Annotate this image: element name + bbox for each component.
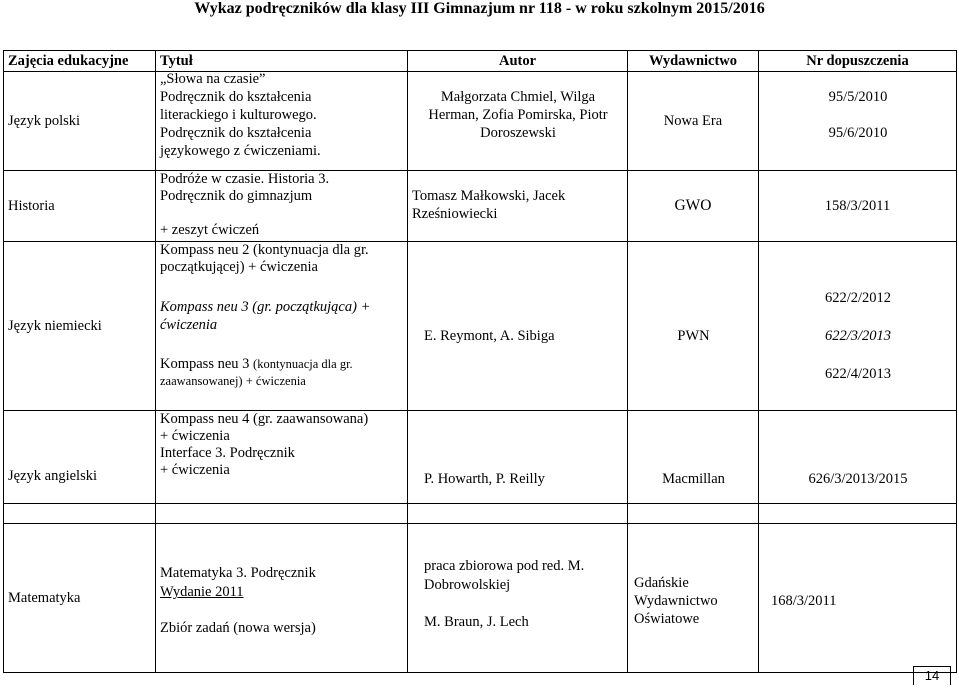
title-line: Zbiór zadań (nowa wersja) [160,620,316,636]
author-line: P. Howarth, P. Reilly [424,471,545,487]
publisher-line: Oświatowe [634,611,700,627]
publisher-cell: GWO [628,171,759,242]
subject-cell: Język niemiecki [4,242,156,411]
title-line: „Słowa na czasie” [160,71,266,87]
number-line: 622/2/2012 [824,290,892,306]
publisher-line: Macmillan [662,471,725,487]
publisher-line: Gdańskie [634,575,689,591]
table-row-niemiecki [4,242,957,411]
author-line: Małgorzata Chmiel, Wilga [440,89,596,105]
subject-cell: Język polski [4,72,156,171]
number-line: 95/5/2010 [828,89,888,105]
table-row-matematyka [4,524,957,673]
title-line: Kompass neu 2 (kontynuacja dla gr. [160,242,369,258]
table-row-historia [4,171,957,242]
publisher-line: PWN [677,328,710,344]
header-row [4,51,957,72]
title-line: Wydanie 2011 [160,584,244,600]
title-line: początkującej) + ćwiczenia [160,259,318,275]
number-line: 626/3/2013/2015 [808,471,908,487]
title-line: Kompass neu 3 [160,356,250,372]
table-row-polski [4,72,957,171]
number-line: 622/4/2013 [824,366,892,382]
subject-cell: Historia [4,171,156,242]
title-line: + ćwiczenia [160,462,230,478]
title-line: Kompass neu 4 (gr. zaawansowana) [160,411,369,427]
title-line: Podręcznik do gimnazjum [160,188,313,204]
number-line: 95/6/2010 [828,125,888,141]
publisher-cell: Nowa Era [628,72,759,171]
author-line: Tomasz Małkowski, Jacek [412,188,566,204]
title-line: językowego z ćwiczeniami. [160,143,321,159]
title-line: Podręcznik do kształcenia [160,89,312,105]
author-line: Herman, Zofia Pomirska, Piotr [428,107,608,123]
header-publisher: Wydawnictwo [628,51,759,72]
author-line: Rześniowiecki [412,206,498,222]
title-line-italic: Kompass neu 3 (gr. początkująca) + [160,299,371,315]
textbook-table [3,50,957,673]
author-line: Doroszewski [480,125,556,141]
author-line: M. Braun, J. Lech [424,614,529,630]
author-line: Dobrowolskiej [424,577,511,593]
title-line-small: (kontynuacja dla gr. [253,357,353,371]
header-number: Nr dopuszczenia [759,51,957,72]
publisher-line: Wydawnictwo [634,593,718,609]
number-line: 622/3/2013 [824,328,892,344]
header-author: Autor [408,51,628,72]
subject-cell: Język angielski [8,468,97,484]
title-line: zaawansowanej) + ćwiczenia [160,374,306,388]
header-subject: Zajęcia edukacyjne [4,51,156,72]
page-title: Wykaz podręczników dla klasy III Gimnazjum nr 118 - w roku szkolnym 2015/2016 [194,0,765,17]
title-line: Podróże w czasie. Historia 3. [160,171,330,187]
table-row-spacer [4,504,957,524]
author-line: praca zbiorowa pod red. M. [424,558,585,574]
title-line: + zeszyt ćwiczeń [160,222,260,238]
title-line: Interface 3. Podręcznik [160,445,295,461]
title-line-italic: ćwiczenia [160,317,218,333]
subject-cell: Matematyka [4,524,156,673]
title-line: Podręcznik do kształcenia [160,125,312,141]
header-title: Tytuł [156,51,408,72]
number-cell: 158/3/2011 [759,171,957,242]
table-row-angielski [4,411,957,504]
number-line: 168/3/2011 [771,593,837,609]
title-line: literackiego i kulturowego. [160,107,317,123]
page-number: 14 [913,666,951,685]
title-line: Matematyka 3. Podręcznik [160,565,316,581]
title-line: + ćwiczenia [160,428,230,444]
author-line: E. Reymont, A. Sibiga [424,328,555,344]
